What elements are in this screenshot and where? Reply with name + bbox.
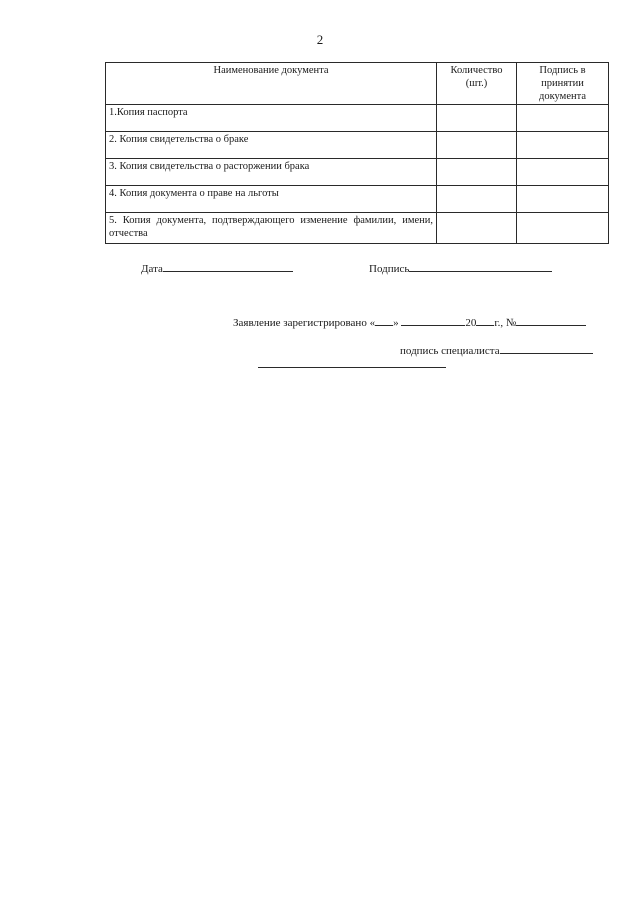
specialist-label: подпись специалиста xyxy=(400,345,500,357)
row-document-name: 4. Копия документа о праве на льготы xyxy=(106,186,437,213)
registration-number-field[interactable] xyxy=(516,315,586,326)
row-quantity-cell xyxy=(437,186,517,213)
separator-line xyxy=(258,367,446,368)
registered-prefix: Заявление зарегистрировано « xyxy=(233,317,376,329)
date-label: Дата xyxy=(141,263,163,275)
row-document-name: 3. Копия свидетельства о расторжении брака xyxy=(106,159,437,186)
specialist-signature-line xyxy=(400,343,593,357)
row-quantity-cell xyxy=(437,132,517,159)
page-number: 2 xyxy=(316,32,324,47)
table-header-row xyxy=(106,63,609,105)
date-line xyxy=(141,261,293,275)
row-document-name: 1.Копия паспорта xyxy=(106,105,437,132)
registered-quote-close: » xyxy=(393,317,399,329)
table-row xyxy=(106,186,609,213)
row-signature-cell xyxy=(517,105,609,132)
year-prefix: 20 xyxy=(465,317,477,329)
header-document-name: Наименование документа xyxy=(106,63,437,105)
row-signature-cell xyxy=(517,159,609,186)
table-row xyxy=(106,132,609,159)
row-quantity-cell xyxy=(437,159,517,186)
row-signature-cell xyxy=(517,132,609,159)
registration-day-field[interactable] xyxy=(375,315,393,326)
signature-line xyxy=(369,261,552,275)
date-blank-field[interactable] xyxy=(163,261,293,272)
row-quantity-cell xyxy=(437,105,517,132)
registration-line xyxy=(233,315,586,329)
header-quantity: Количество (шт.) xyxy=(437,63,517,105)
table-row xyxy=(106,213,609,244)
row-document-name: 2. Копия свидетельства о браке xyxy=(106,132,437,159)
header-signature: Подпись в принятии документа xyxy=(517,63,609,105)
row-signature-cell xyxy=(517,186,609,213)
documents-table xyxy=(105,62,609,244)
table-row xyxy=(106,105,609,132)
row-quantity-cell xyxy=(437,213,517,244)
table-row xyxy=(106,159,609,186)
specialist-signature-field[interactable] xyxy=(500,343,593,354)
signature-label: Подпись xyxy=(369,263,410,275)
registration-year-field[interactable] xyxy=(476,315,494,326)
row-document-name: 5. Копия документа, подтверждающего изменение фамилии, имени, отчества xyxy=(106,213,437,244)
row-signature-cell xyxy=(517,213,609,244)
registration-month-field[interactable] xyxy=(401,315,465,326)
year-suffix: г., № xyxy=(494,317,517,329)
signature-blank-field[interactable] xyxy=(409,261,552,272)
